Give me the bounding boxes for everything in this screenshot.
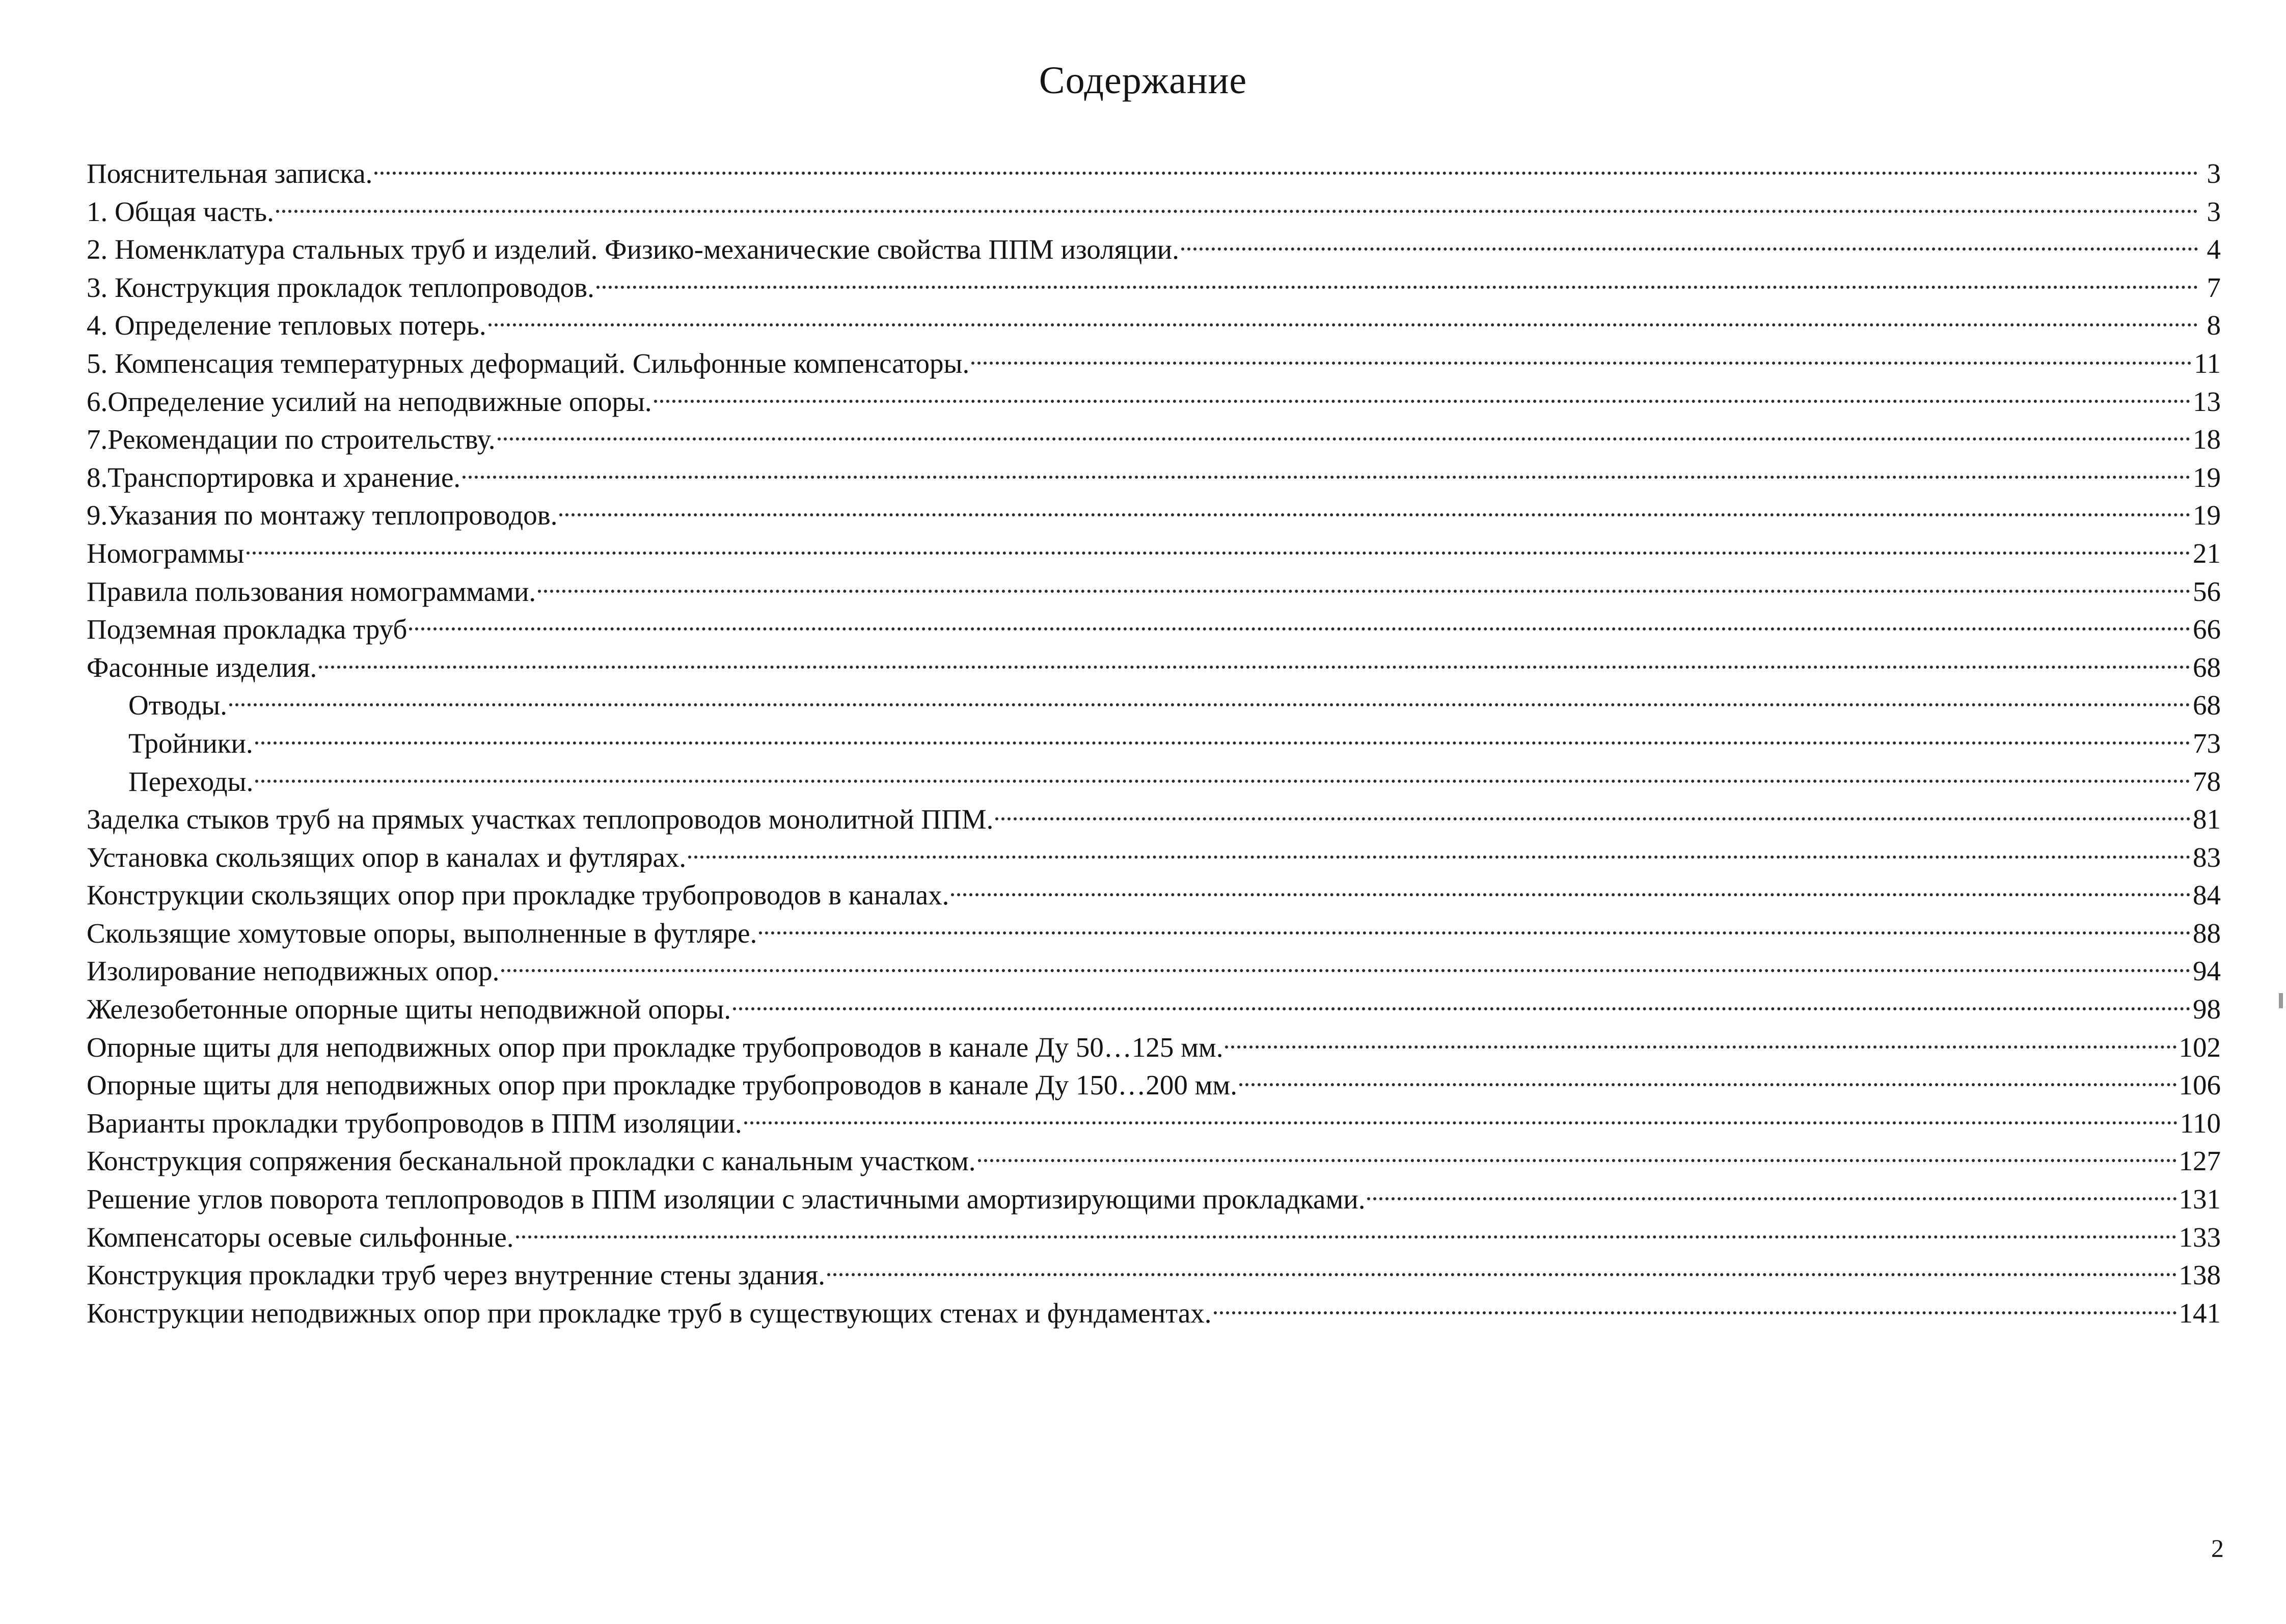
toc-entry-title: Фасонные изделия. xyxy=(87,651,317,683)
toc-entry-title: Конструкция прокладки труб через внутренние стены здания. xyxy=(87,1259,825,1291)
toc-entry-title: Правила пользования номограммами. xyxy=(87,575,536,607)
toc-entry xyxy=(87,145,2221,189)
toc-entry-page: 81 xyxy=(2193,804,2221,835)
toc-entry-page: 94 xyxy=(2193,955,2221,987)
toc-entry-page: 3 xyxy=(2207,158,2221,189)
toc-entry-title: 4. Определение тепловых потерь. xyxy=(87,310,486,341)
toc-entry-page: 88 xyxy=(2193,917,2221,949)
toc-entry-title: Решение углов поворота теплопроводов в ППМ изоляции с эластичными амортизирующими прокладками. xyxy=(87,1183,1366,1215)
dot-leader xyxy=(247,525,2191,563)
dot-leader xyxy=(488,297,2198,335)
toc-entry-title: 8.Транспортировка и хранение. xyxy=(87,461,461,493)
dot-leader xyxy=(1239,1057,2177,1094)
toc-entry-title: 1. Общая часть. xyxy=(87,196,274,227)
dot-leader xyxy=(516,1209,2177,1247)
toc-entry-title: Конструкция сопряжения бесканальной прокладки с канальным участком. xyxy=(87,1145,976,1177)
dot-leader xyxy=(498,411,2191,449)
dot-leader xyxy=(319,639,2191,677)
dot-leader xyxy=(538,563,2191,601)
toc-entry xyxy=(87,221,2221,265)
toc-entry xyxy=(87,183,2221,227)
toc-entry-page: 138 xyxy=(2179,1259,2221,1291)
toc-entry-page: 19 xyxy=(2193,500,2221,531)
dot-leader xyxy=(744,1095,2178,1133)
toc-entry xyxy=(87,639,2221,683)
toc-entry-page: 131 xyxy=(2179,1183,2221,1215)
toc-entry-title: 6.Определение усилий на неподвижные опоры. xyxy=(87,386,652,417)
toc-entry-title: Железобетонные опорные щиты неподвижной опоры. xyxy=(87,994,731,1025)
dot-leader xyxy=(654,373,2191,411)
toc-entry xyxy=(87,525,2221,569)
toc-entry-page: 110 xyxy=(2180,1107,2221,1139)
toc-entry-title: Компенсаторы осевые сильфонные. xyxy=(87,1221,514,1253)
toc-subentry xyxy=(87,715,2221,759)
dot-leader xyxy=(978,1133,2177,1170)
toc-entry-page: 68 xyxy=(2193,690,2221,721)
toc-entry-title: Скользящие хомутовые опоры, выполненные в футляре. xyxy=(87,917,757,949)
toc-entry-page: 78 xyxy=(2193,765,2221,797)
toc-entry-page: 102 xyxy=(2179,1031,2221,1063)
toc-entry-title: Конструкции неподвижных опор при прокладке труб в существующих стенах и фундаментах. xyxy=(87,1297,1212,1329)
scan-edge-mark xyxy=(2279,993,2283,1008)
toc-entry-title: 5. Компенсация температурных деформаций. Сильфонные компенсаторы. xyxy=(87,347,970,379)
dot-leader xyxy=(462,449,2191,487)
toc-entry-page: 4 xyxy=(2207,234,2221,265)
dot-leader xyxy=(229,677,2191,714)
dot-leader xyxy=(409,601,2191,639)
toc-entry xyxy=(87,563,2221,607)
toc-entry-title: Переходы. xyxy=(128,765,254,797)
toc-subentry xyxy=(87,677,2221,721)
toc-entry-page: 8 xyxy=(2207,310,2221,341)
dot-leader xyxy=(596,259,2198,297)
toc-entry-page: 11 xyxy=(2194,347,2221,379)
toc-entry-title: Установка скользящих опор в каналах и футлярах. xyxy=(87,841,687,873)
toc-entry-page: 84 xyxy=(2193,879,2221,911)
toc-entry-title: Варианты прокладки трубопроводов в ППМ изоляции. xyxy=(87,1107,742,1139)
dot-leader xyxy=(733,981,2191,1019)
toc-entry-page: 3 xyxy=(2207,196,2221,227)
toc-entry-title: 7.Рекомендации по строительству. xyxy=(87,424,496,455)
dot-leader xyxy=(995,791,2191,829)
toc-entry-title: Опорные щиты для неподвижных опор при прокладке трубопроводов в канале Ду 150…200 мм. xyxy=(87,1069,1237,1101)
dot-leader xyxy=(1214,1285,2177,1323)
toc-entry-page: 56 xyxy=(2193,575,2221,607)
toc-entry-title: Тройники. xyxy=(128,727,253,759)
dot-leader xyxy=(827,1247,2177,1284)
toc-entry-title: Конструкции скользящих опор при прокладке трубопроводов в каналах. xyxy=(87,879,949,911)
dot-leader xyxy=(255,715,2191,753)
toc-entry-title: Номограммы xyxy=(87,537,244,569)
page-title: Содержание xyxy=(1039,59,1247,102)
dot-leader xyxy=(559,487,2191,525)
dot-leader xyxy=(688,829,2191,867)
dot-leader xyxy=(501,943,2191,980)
toc-entry-title: Отводы. xyxy=(128,690,227,721)
toc-entry-title: Опорные щиты для неподвижных опор при прокладке трубопроводов в канале Ду 50…125 мм. xyxy=(87,1031,1223,1063)
toc-entry-page: 66 xyxy=(2193,614,2221,645)
toc-entry xyxy=(87,791,2221,835)
dot-leader xyxy=(255,753,2191,791)
toc-entry-title: Подземная прокладка труб xyxy=(87,614,407,645)
toc-entry-page: 127 xyxy=(2179,1145,2221,1177)
page-number: 2 xyxy=(2211,1534,2224,1562)
toc-entry-page: 21 xyxy=(2193,537,2221,569)
dot-leader xyxy=(1367,1171,2176,1208)
dot-leader xyxy=(1225,1019,2176,1057)
toc-entry-page: 73 xyxy=(2193,727,2221,759)
dot-leader xyxy=(971,335,2192,373)
dot-leader xyxy=(759,905,2191,943)
dot-leader xyxy=(951,867,2191,904)
toc-entry-page: 133 xyxy=(2179,1221,2221,1253)
toc-entry-page: 83 xyxy=(2193,841,2221,873)
toc-entry-page: 7 xyxy=(2207,271,2221,303)
toc-entry-page: 68 xyxy=(2193,651,2221,683)
dot-leader xyxy=(374,145,2198,183)
toc-entry-page: 106 xyxy=(2179,1069,2221,1101)
toc-entry-title: 2. Номенклатура стальных труб и изделий. Физико-механические свойства ППМ изоляции. xyxy=(87,234,1179,265)
toc-entry-page: 141 xyxy=(2179,1297,2221,1329)
toc-entry-page: 19 xyxy=(2193,461,2221,493)
dot-leader xyxy=(1181,221,2198,259)
toc-entry-title: Заделка стыков труб на прямых участках теплопроводов монолитной ППМ. xyxy=(87,804,994,835)
toc-entry-title: Изолирование неподвижных опор. xyxy=(87,955,500,987)
table-of-contents xyxy=(87,145,2221,1329)
dot-leader xyxy=(276,183,2198,221)
toc-entry-title: 3. Конструкция прокладок теплопроводов. xyxy=(87,271,594,303)
toc-entry-page: 98 xyxy=(2193,994,2221,1025)
toc-entry-page: 13 xyxy=(2193,386,2221,417)
toc-entry-title: 9.Указания по монтажу теплопроводов. xyxy=(87,500,558,531)
toc-entry-page: 18 xyxy=(2193,424,2221,455)
toc-entry-title: Пояснительная записка. xyxy=(87,158,373,189)
toc-subentry xyxy=(87,753,2221,797)
